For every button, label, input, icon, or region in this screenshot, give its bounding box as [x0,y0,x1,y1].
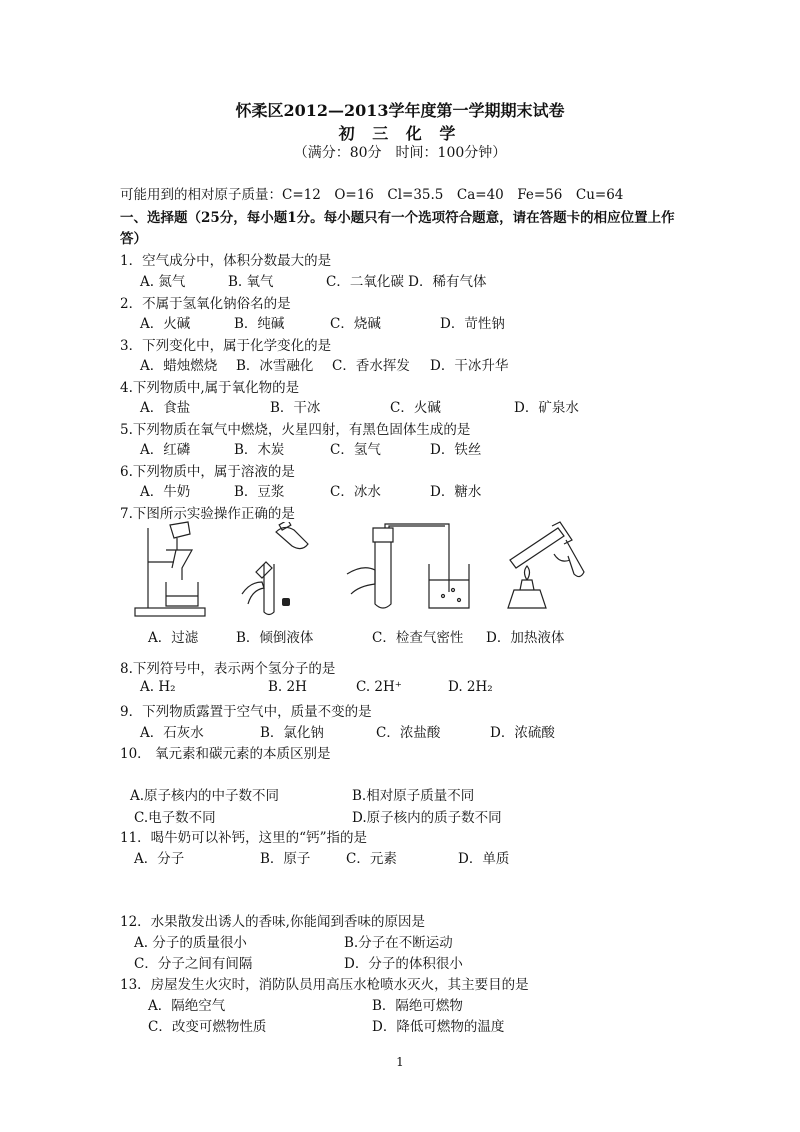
heating-liquid-illustration [490,520,590,615]
option-d: D. 2H₂ [448,679,493,695]
option-d: D．单质 [458,851,510,867]
option-b: B．原子 [260,851,311,867]
option-d: D．降低可燃物的温度 [372,1019,505,1035]
section-heading-cont: 答） [120,231,147,247]
option-a: A．石灰水 [140,725,204,741]
option-b: B．氯化钠 [260,725,324,741]
option-c: C.电子数不同 [134,810,216,826]
option-b: B．倾倒液体 [236,630,314,646]
option-d: D．浓硫酸 [490,725,555,741]
option-a: A．分子 [134,851,185,867]
pouring-liquid-illustration [236,522,326,617]
option-b: B．隔绝可燃物 [372,998,463,1014]
option-c: C．浓盐酸 [376,725,441,741]
airtightness-check-illustration [345,520,475,615]
option-d: D．加热液体 [486,630,565,646]
option-a: A．火碱 [140,316,191,332]
option-d: D．铁丝 [430,442,482,458]
option-d: D．苛性钠 [440,316,505,332]
option-c: C. 2H⁺ [356,679,402,695]
question-stem: 4.下列物质中,属于氧化物的是 [120,380,300,396]
option-c: C．香水挥发 [332,358,410,374]
question-stem: 10． 氧元素和碳元素的本质区别是 [120,746,331,762]
option-a: A.原子核内的中子数不同 [130,788,280,804]
option-cd: C．二氧化碳 D．稀有气体 [326,274,487,290]
option-d: D．糖水 [430,484,482,500]
question-stem: 12．水果散发出诱人的香味,你能闻到香味的原因是 [120,914,425,930]
option-b: B．干冰 [270,400,321,416]
option-c: C．冰水 [330,484,381,500]
exam-subject: 初 三 化 学 [338,124,462,143]
option-a: A．牛奶 [140,484,191,500]
option-b: B．冰雪融化 [236,358,314,374]
option-b: B．豆浆 [234,484,285,500]
option-a: A. H₂ [140,679,176,695]
atomic-masses: 可能用到的相对原子质量：C=12 O=16 Cl=35.5 Ca=40 Fe=56 Cu=64 [120,187,624,203]
option-b: B．木炭 [234,442,285,458]
section-heading: 一、选择题（25分，每小题1分。每小题只有一个选项符合题意，请在答题卡的相应位置上作 [120,210,675,226]
question-stem: 7.下图所示实验操作正确的是 [120,506,295,522]
option-a: A. 分子的质量很小 [134,935,247,951]
option-a: A．隔绝空气 [148,998,226,1014]
option-c: C．元素 [346,851,397,867]
question-stem: 3．下列变化中，属于化学变化的是 [120,338,332,354]
option-d: D．矿泉水 [514,400,579,416]
option-b: B. 氧气 [228,274,274,290]
option-d: D．分子的体积很小 [344,956,463,972]
option-c: C．改变可燃物性质 [148,1019,267,1035]
option-c: C．烧碱 [330,316,381,332]
exam-meta: （满分：80分 时间：100分钟） [293,145,507,161]
option-b: B. 2H [268,679,307,695]
option-a: A．食盐 [140,400,191,416]
option-a: A．过滤 [148,630,199,646]
option-d: D.原子核内的质子数不同 [352,810,502,826]
option-a: A. 氮气 [140,274,186,290]
page-number: 1 [396,1055,404,1069]
question-stem: 1．空气成分中，体积分数最大的是 [120,253,332,269]
option-b: B.分子在不断运动 [344,935,453,951]
option-a: A．蜡烛燃烧 [140,358,218,374]
question-stem: 11．喝牛奶可以补钙，这里的“钙”指的是 [120,830,367,846]
option-b: B．纯碱 [234,316,285,332]
question-stem: 2．不属于氢氧化钠俗名的是 [120,296,291,312]
question-stem: 9．下列物质露置于空气中，质量不变的是 [120,704,372,720]
option-d: D．干冰升华 [430,358,509,374]
question-stem: 13．房屋发生火灾时，消防队员用高压水枪喷水灭火，其主要目的是 [120,977,529,993]
question-stem: 6.下列物质中，属于溶液的是 [120,464,295,480]
option-a: A．红磷 [140,442,191,458]
option-c: C．检查气密性 [372,630,464,646]
option-c: C．火碱 [390,400,441,416]
question-stem: 5.下列物质在氧气中燃烧，火星四射，有黑色固体生成的是 [120,422,471,438]
option-b: B.相对原子质量不同 [352,788,475,804]
exam-title: 怀柔区2012—2013学年度第一学期期末试卷 [235,101,565,120]
filtration-illustration [130,520,220,620]
option-c: C．分子之间有间隔 [134,956,253,972]
option-c: C．氢气 [330,442,381,458]
question-stem: 8.下列符号中，表示两个氢分子的是 [120,661,336,677]
